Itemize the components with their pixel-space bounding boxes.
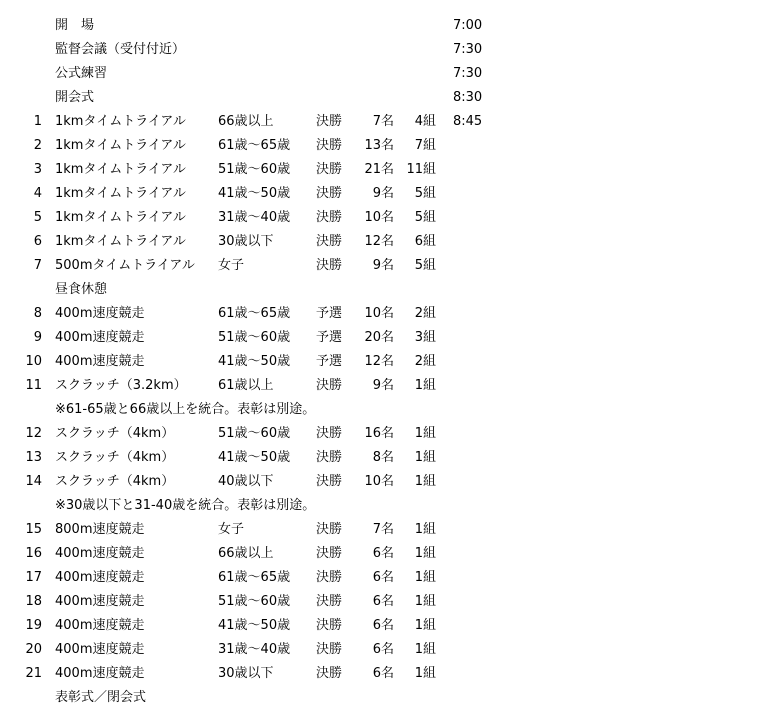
event-title: 1kmタイムトライアル	[55, 162, 186, 177]
round-type: 決勝	[316, 234, 343, 249]
event-title: 800m速度競走	[55, 522, 145, 537]
schedule-row	[0, 14, 768, 38]
schedule-note	[0, 398, 768, 422]
heat-count: 6組	[414, 234, 436, 249]
schedule-row	[0, 566, 768, 590]
event-title: 開 場	[55, 18, 95, 33]
event-title: 400m速度競走	[55, 666, 145, 681]
age-class: 51歳～60歳	[218, 426, 291, 441]
schedule-row	[0, 134, 768, 158]
heat-count: 1組	[414, 666, 436, 681]
heat-count: 1組	[414, 378, 436, 393]
heat-count: 4組	[414, 114, 436, 129]
schedule-row	[0, 614, 768, 638]
entrant-count: 20名	[364, 330, 394, 345]
entrant-count: 10名	[364, 306, 394, 321]
schedule-row	[0, 62, 768, 86]
entrant-count: 12名	[364, 354, 394, 369]
age-class: 61歳～65歳	[218, 138, 291, 153]
start-time: 7:30	[453, 66, 483, 81]
age-class: 66歳以上	[218, 546, 274, 561]
age-class: 41歳～50歳	[218, 450, 291, 465]
event-number: 21	[25, 666, 42, 681]
schedule-row	[0, 686, 768, 710]
event-number: 7	[33, 258, 42, 273]
round-type: 決勝	[316, 162, 343, 177]
heat-count: 5組	[414, 186, 436, 201]
event-title: 400m速度競走	[55, 330, 145, 345]
event-title: 500mタイムトライアル	[55, 258, 195, 273]
schedule-row	[0, 110, 768, 134]
age-class: 41歳～50歳	[218, 618, 291, 633]
age-class: 女子	[218, 258, 245, 273]
age-class: 40歳以下	[218, 474, 274, 489]
age-class: 61歳～65歳	[218, 306, 291, 321]
entrant-count: 12名	[364, 234, 394, 249]
schedule-row	[0, 158, 768, 182]
entrant-count: 6名	[372, 618, 394, 633]
heat-count: 1組	[414, 450, 436, 465]
schedule-row	[0, 374, 768, 398]
heat-count: 11組	[406, 162, 436, 177]
event-number: 18	[25, 594, 42, 609]
age-class: 41歳～50歳	[218, 186, 291, 201]
event-title: 400m速度競走	[55, 618, 145, 633]
heat-count: 1組	[414, 594, 436, 609]
event-title: 1kmタイムトライアル	[55, 210, 186, 225]
event-title: スクラッチ（4km）	[55, 474, 175, 489]
schedule-row	[0, 422, 768, 446]
age-class: 30歳以下	[218, 666, 274, 681]
entrant-count: 6名	[372, 642, 394, 657]
heat-count: 5組	[414, 258, 436, 273]
schedule-row	[0, 278, 768, 302]
event-number: 13	[25, 450, 42, 465]
heat-count: 2組	[414, 306, 436, 321]
age-class: 31歳～40歳	[218, 642, 291, 657]
start-time: 8:45	[453, 114, 483, 129]
round-type: 予選	[316, 330, 343, 345]
schedule-row	[0, 230, 768, 254]
heat-count: 3組	[414, 330, 436, 345]
round-type: 決勝	[316, 666, 343, 681]
entrant-count: 6名	[372, 666, 394, 681]
round-type: 決勝	[316, 210, 343, 225]
heat-count: 1組	[414, 642, 436, 657]
start-time: 8:30	[453, 90, 483, 105]
event-number: 16	[25, 546, 42, 561]
event-number: 12	[25, 426, 42, 441]
event-number: 20	[25, 642, 42, 657]
round-type: 決勝	[316, 138, 343, 153]
round-type: 予選	[316, 354, 343, 369]
event-number: 4	[33, 186, 42, 201]
schedule-row	[0, 86, 768, 110]
entrant-count: 16名	[364, 426, 394, 441]
schedule-row	[0, 182, 768, 206]
age-class: 30歳以下	[218, 234, 274, 249]
heat-count: 1組	[414, 546, 436, 561]
round-type: 決勝	[316, 258, 343, 273]
age-class: 女子	[218, 522, 245, 537]
event-title: スクラッチ（4km）	[55, 426, 175, 441]
start-time: 7:30	[453, 42, 483, 57]
event-number: 5	[33, 210, 42, 225]
note-text: ※30歳以下と31-40歳を統合。表彰は別途。	[55, 498, 316, 513]
event-title: 昼食休憩	[55, 282, 108, 297]
start-time: 7:00	[453, 18, 483, 33]
round-type: 決勝	[316, 618, 343, 633]
age-class: 51歳～60歳	[218, 162, 291, 177]
age-class: 61歳以上	[218, 378, 274, 393]
round-type: 決勝	[316, 450, 343, 465]
round-type: 決勝	[316, 546, 343, 561]
heat-count: 1組	[414, 618, 436, 633]
schedule-row	[0, 254, 768, 278]
schedule-row	[0, 590, 768, 614]
entrant-count: 8名	[372, 450, 394, 465]
entrant-count: 6名	[372, 546, 394, 561]
schedule-row	[0, 638, 768, 662]
entrant-count: 10名	[364, 474, 394, 489]
heat-count: 1組	[414, 570, 436, 585]
event-title: 400m速度競走	[55, 546, 145, 561]
round-type: 決勝	[316, 426, 343, 441]
race-schedule	[0, 14, 768, 710]
age-class: 51歳～60歳	[218, 594, 291, 609]
schedule-row	[0, 446, 768, 470]
event-title: 400m速度競走	[55, 306, 145, 321]
event-title: スクラッチ（4km）	[55, 450, 175, 465]
event-number: 19	[25, 618, 42, 633]
schedule-row	[0, 662, 768, 686]
event-title: 1kmタイムトライアル	[55, 234, 186, 249]
schedule-note	[0, 494, 768, 518]
entrant-count: 21名	[364, 162, 394, 177]
entrant-count: 7名	[372, 114, 394, 129]
entrant-count: 7名	[372, 522, 394, 537]
event-title: 400m速度競走	[55, 570, 145, 585]
round-type: 決勝	[316, 474, 343, 489]
schedule-row	[0, 38, 768, 62]
event-number: 6	[33, 234, 42, 249]
entrant-count: 6名	[372, 594, 394, 609]
round-type: 決勝	[316, 378, 343, 393]
schedule-row	[0, 302, 768, 326]
note-text: ※61-65歳と66歳以上を統合。表彰は別途。	[55, 402, 316, 417]
entrant-count: 13名	[364, 138, 394, 153]
schedule-row	[0, 470, 768, 494]
event-number: 2	[33, 138, 42, 153]
entrant-count: 6名	[372, 570, 394, 585]
age-class: 61歳～65歳	[218, 570, 291, 585]
event-title: 1kmタイムトライアル	[55, 114, 186, 129]
event-title: スクラッチ（3.2km）	[55, 378, 187, 393]
entrant-count: 9名	[372, 186, 394, 201]
event-number: 14	[25, 474, 42, 489]
event-title: 監督会議（受付付近）	[55, 42, 186, 57]
age-class: 41歳～50歳	[218, 354, 291, 369]
event-number: 8	[33, 306, 42, 321]
heat-count: 1組	[414, 474, 436, 489]
schedule-row	[0, 206, 768, 230]
heat-count: 1組	[414, 426, 436, 441]
event-number: 1	[33, 114, 42, 129]
round-type: 決勝	[316, 570, 343, 585]
event-title: 400m速度競走	[55, 594, 145, 609]
schedule-row	[0, 542, 768, 566]
age-class: 51歳～60歳	[218, 330, 291, 345]
event-number: 9	[33, 330, 42, 345]
event-title: 1kmタイムトライアル	[55, 186, 186, 201]
event-title: 表彰式／閉会式	[55, 690, 147, 705]
entrant-count: 9名	[372, 258, 394, 273]
event-title: 400m速度競走	[55, 354, 145, 369]
event-title: 公式練習	[55, 66, 108, 81]
schedule-row	[0, 326, 768, 350]
event-number: 17	[25, 570, 42, 585]
round-type: 決勝	[316, 594, 343, 609]
schedule-row	[0, 518, 768, 542]
round-type: 決勝	[316, 522, 343, 537]
round-type: 決勝	[316, 114, 343, 129]
round-type: 決勝	[316, 186, 343, 201]
heat-count: 7組	[414, 138, 436, 153]
schedule-row	[0, 350, 768, 374]
heat-count: 5組	[414, 210, 436, 225]
event-number: 10	[25, 354, 42, 369]
event-title: 1kmタイムトライアル	[55, 138, 186, 153]
heat-count: 2組	[414, 354, 436, 369]
event-title: 開会式	[55, 90, 95, 105]
age-class: 31歳～40歳	[218, 210, 291, 225]
entrant-count: 10名	[364, 210, 394, 225]
entrant-count: 9名	[372, 378, 394, 393]
event-number: 11	[25, 378, 42, 393]
event-number: 15	[25, 522, 42, 537]
round-type: 決勝	[316, 642, 343, 657]
age-class: 66歳以上	[218, 114, 274, 129]
event-title: 400m速度競走	[55, 642, 145, 657]
heat-count: 1組	[414, 522, 436, 537]
round-type: 予選	[316, 306, 343, 321]
event-number: 3	[33, 162, 42, 177]
